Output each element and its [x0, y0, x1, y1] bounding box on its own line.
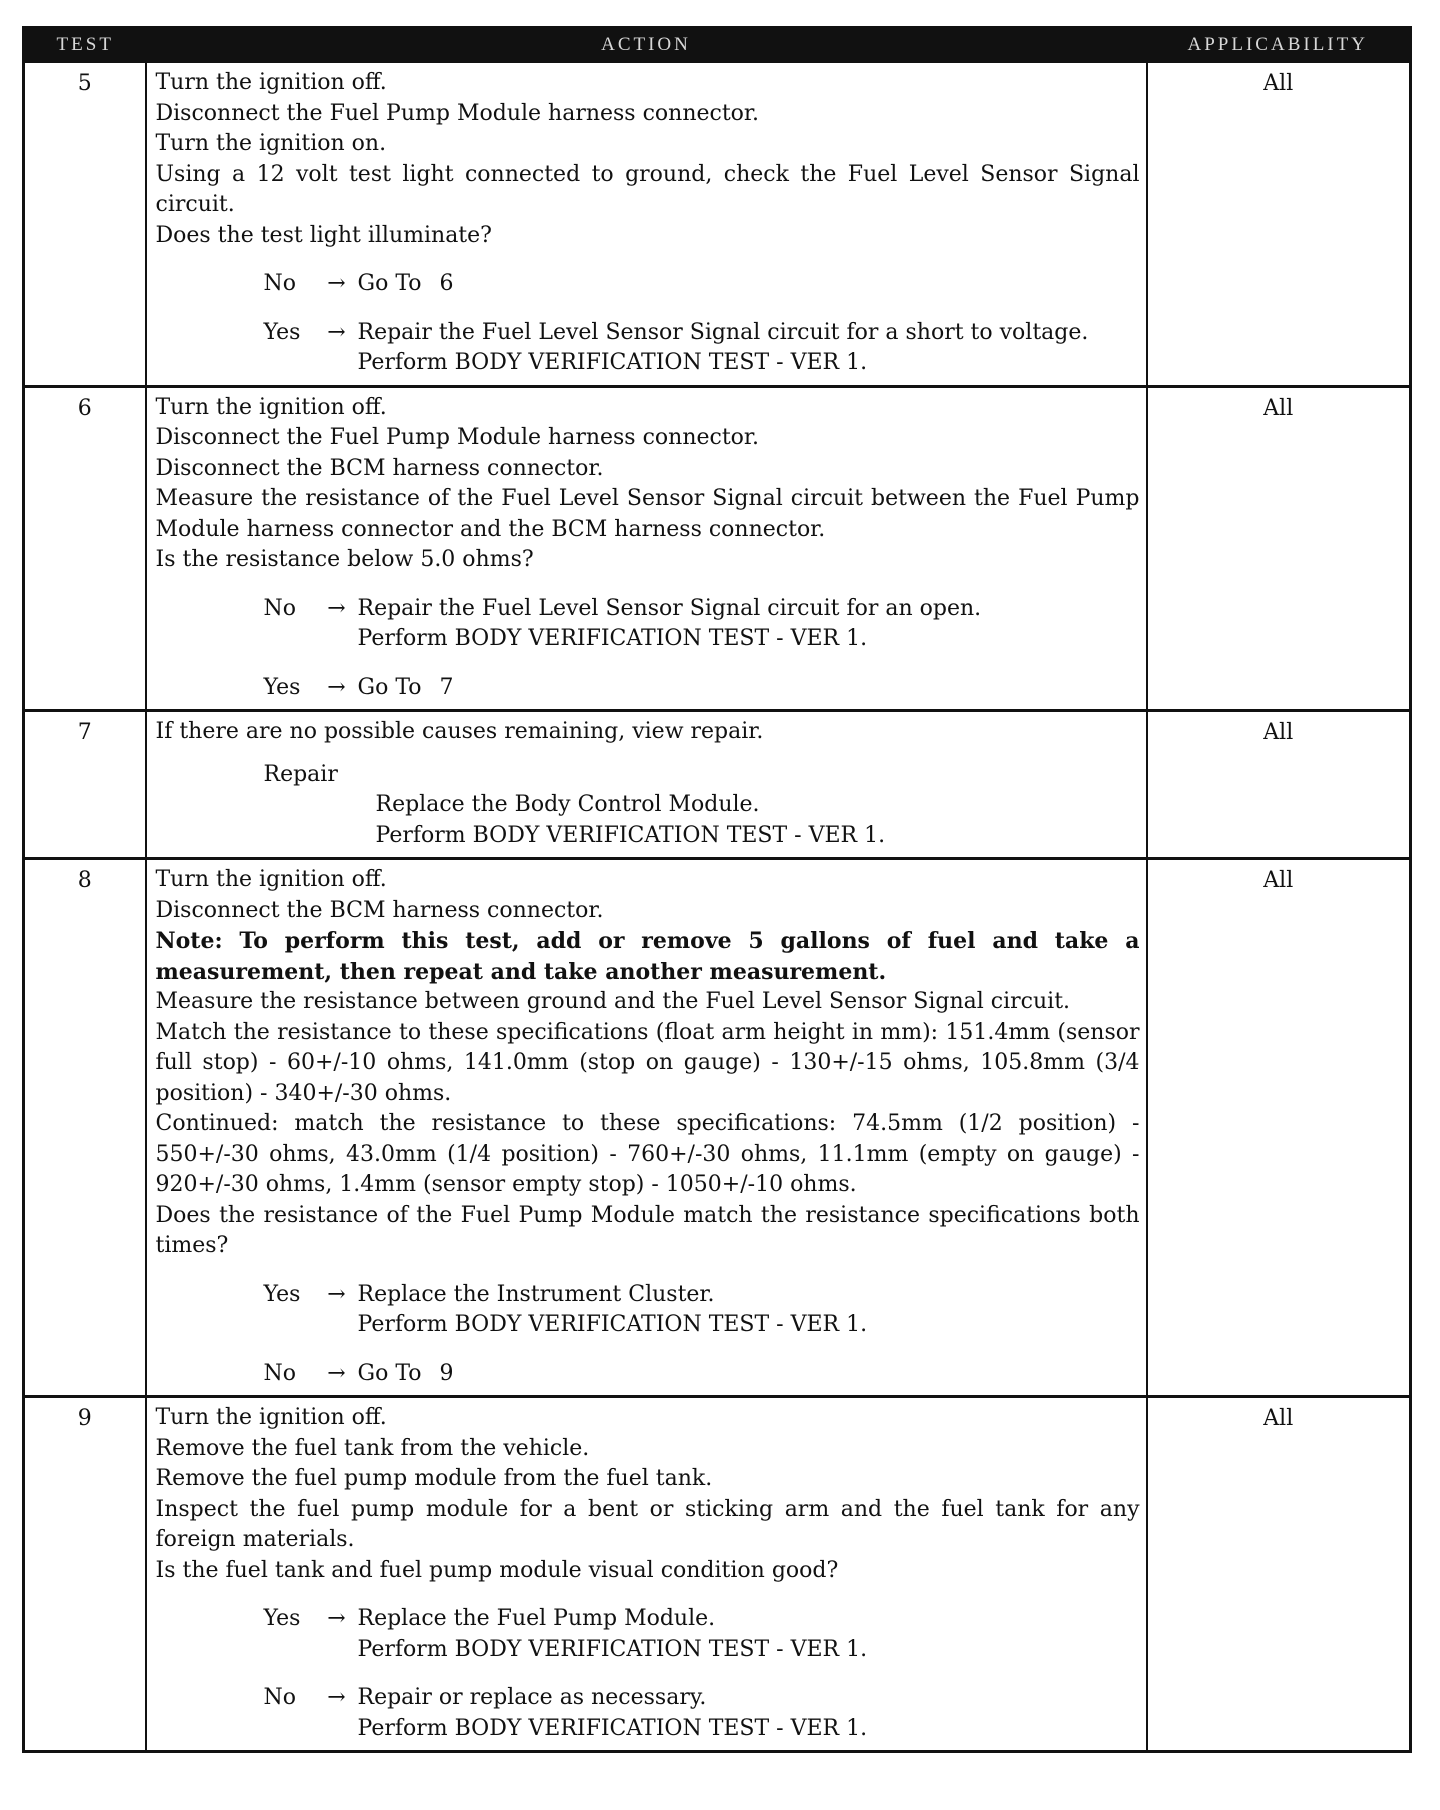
response-text: Perform BODY VERIFICATION TEST - VER 1. — [357, 1636, 868, 1662]
action-line: Does the resistance of the Fuel Pump Module match the resistance specifications both times? — [155, 1202, 1140, 1258]
response-label: Yes — [263, 319, 301, 345]
response-text: Repair the Fuel Level Sensor Signal circuit for an open. — [357, 595, 982, 621]
action-line: Inspect the fuel pump module for a bent or sticking arm and the fuel tank for any foreign materials. — [155, 1496, 1140, 1552]
goto-step: 7 — [439, 674, 454, 700]
response-option — [264, 673, 1140, 704]
table-row — [24, 62, 1411, 386]
response-option — [264, 1280, 1140, 1341]
action-line: Turn the ignition on. — [155, 131, 387, 156]
test-number: 8 — [24, 859, 146, 1397]
action-line: If there are no possible causes remaining, view repair. — [155, 719, 764, 744]
action-cell — [146, 62, 1147, 386]
response-option — [264, 1359, 1140, 1390]
test-number: 6 — [24, 386, 146, 711]
arrow-icon: → — [327, 271, 346, 296]
arrow-icon: → — [327, 1360, 346, 1386]
response-text: Replace the Fuel Pump Module. — [357, 1606, 716, 1631]
arrow-icon: → — [327, 595, 346, 621]
arrow-icon: → — [327, 1606, 346, 1631]
response-option — [264, 1604, 1140, 1665]
repair-text: Perform BODY VERIFICATION TEST - VER 1. — [375, 822, 886, 848]
response-label: Yes — [263, 1606, 301, 1631]
action-line: Disconnect the BCM harness connector. — [155, 897, 604, 923]
action-line: Turn the ignition off. — [155, 1405, 387, 1430]
action-line: Disconnect the BCM harness connector. — [155, 455, 604, 481]
action-line: Disconnect the Fuel Pump Module harness connector. — [155, 100, 760, 126]
response-label: No — [263, 271, 296, 296]
test-number: 7 — [24, 711, 146, 859]
diagnostic-page — [22, 26, 1409, 1753]
test-number: 5 — [24, 62, 146, 386]
response-label: No — [263, 1360, 296, 1386]
action-line: Match the resistance to these specifications (float arm height in mm): 151.4mm (sensor full stop) - 60+/-10 ohms, 141.0mm (stop on gauge) - 130+/-15 ohms, 105.8mm (3/4 position) - 340+/-30 ohms. — [155, 1019, 1140, 1106]
action-cell — [146, 859, 1147, 1397]
response-text: Perform BODY VERIFICATION TEST - VER 1. — [357, 350, 868, 375]
response-text: Perform BODY VERIFICATION TEST - VER 1. — [357, 626, 868, 651]
response-option — [264, 1683, 1140, 1744]
table-header-row — [24, 28, 1411, 63]
action-line: Using a 12 volt test light connected to ground, check the Fuel Level Sensor Signal circuit. — [155, 161, 1140, 217]
action-line: Continued: match the resistance to these specifications: 74.5mm (1/2 position) - 550+/-30 ohms, 43.0mm (1/4 position) - 760+/-30 ohms, 11.1mm (empty on gauge) - 920+/-30 ohms, 1.4mm (sensor empty stop) - 1050+/-10 ohms. — [155, 1111, 1140, 1197]
response-text: Perform BODY VERIFICATION TEST - VER 1. — [357, 1312, 868, 1337]
action-line: Measure the resistance between ground and the Fuel Level Sensor Signal circuit. — [155, 989, 1071, 1014]
response-label: No — [263, 595, 296, 621]
applicability-cell: All — [1147, 1397, 1411, 1752]
note-text: Note: To perform this test, add or remove 5 gallons of fuel and take a measurement, then repeat and take another measurement. — [155, 928, 1140, 985]
action-cell — [146, 386, 1147, 711]
action-line: Turn the ignition off. — [155, 867, 387, 892]
applicability-cell: All — [1147, 386, 1411, 711]
table-row — [24, 711, 1411, 859]
goto-text: Go To — [357, 1360, 422, 1386]
header-action: ACTION — [146, 28, 1147, 63]
action-line: Remove the fuel tank from the vehicle. — [155, 1435, 590, 1461]
response-label: Yes — [263, 1281, 301, 1307]
goto-text: Go To — [357, 271, 422, 296]
arrow-icon: → — [327, 319, 346, 345]
applicability-cell: All — [1147, 711, 1411, 859]
response-option — [264, 269, 1140, 300]
table-row — [24, 386, 1411, 711]
action-line: Turn the ignition off. — [155, 70, 387, 95]
action-line: Measure the resistance of the Fuel Level Sensor Signal circuit between the Fuel Pump Module harness connector and the BCM harness connector. — [155, 486, 1140, 542]
repair-text: Replace the Body Control Module. — [375, 792, 760, 817]
action-cell — [146, 711, 1147, 859]
header-test: TEST — [24, 28, 146, 63]
response-option — [264, 318, 1140, 379]
action-line: Is the fuel tank and fuel pump module visual condition good? — [155, 1557, 839, 1583]
arrow-icon: → — [327, 1685, 346, 1710]
response-option — [264, 594, 1140, 655]
table-row — [24, 859, 1411, 1397]
action-line: Disconnect the Fuel Pump Module harness connector. — [155, 425, 760, 450]
arrow-icon: → — [327, 1281, 346, 1307]
action-line: Does the test light illuminate? — [155, 222, 492, 248]
arrow-icon: → — [327, 674, 346, 700]
test-number: 9 — [24, 1397, 146, 1752]
action-line: Is the resistance below 5.0 ohms? — [155, 547, 534, 572]
response-label: Yes — [263, 674, 301, 700]
table-row — [24, 1397, 1411, 1752]
repair-label: Repair — [263, 761, 338, 787]
diagnostic-table — [22, 26, 1412, 1753]
action-line: Turn the ignition off. — [155, 394, 387, 420]
response-text: Replace the Instrument Cluster. — [357, 1281, 715, 1307]
goto-step: 9 — [439, 1360, 454, 1386]
action-line: Remove the fuel pump module from the fuel tank. — [155, 1466, 713, 1491]
response-text: Repair the Fuel Level Sensor Signal circuit for a short to voltage. — [357, 319, 1089, 345]
response-label: No — [263, 1685, 296, 1710]
applicability-cell: All — [1147, 62, 1411, 386]
header-applicability: APPLICABILITY — [1147, 28, 1411, 63]
response-text: Repair or replace as necessary. — [357, 1685, 707, 1710]
response-text: Perform BODY VERIFICATION TEST - VER 1. — [357, 1715, 868, 1741]
action-cell — [146, 1397, 1147, 1752]
goto-text: Go To — [357, 674, 422, 700]
goto-step: 6 — [439, 271, 454, 296]
applicability-cell: All — [1147, 859, 1411, 1397]
